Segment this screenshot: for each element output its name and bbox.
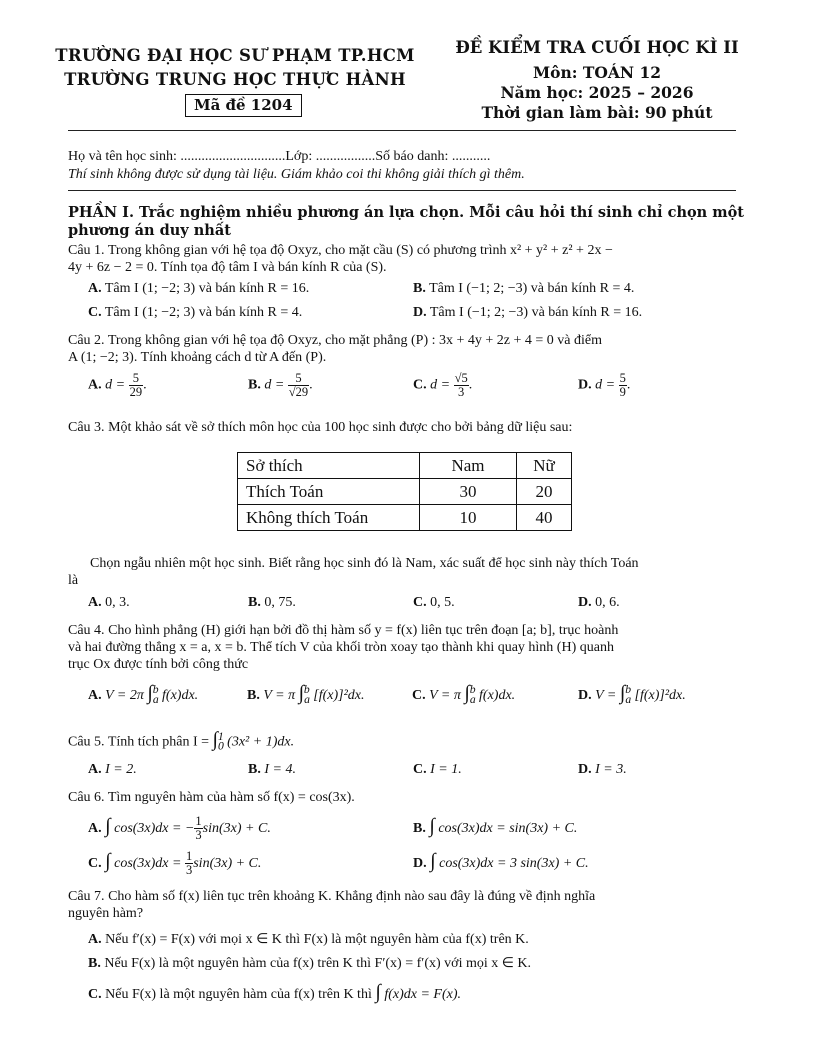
q6-text: Tìm nguyên hàm của hàm số f(x) = cos(3x). (107, 790, 355, 805)
q6-option-c[interactable]: C. ∫ cos(3x)dx = $\frac{1}{3}$ sin(3x) + C. (88, 849, 262, 878)
q3-question-1: Chọn ngẫu nhiên một học sinh. Biết rằng học sinh đó là Nam, xác suất để học sinh này thích Toán (90, 556, 639, 571)
q3-option-d[interactable]: D. 0, 6. (578, 595, 620, 610)
student-class-label: Lớp: ................. (285, 149, 376, 164)
section-title-2: phương án duy nhất (68, 222, 231, 239)
question-7 (68, 888, 743, 922)
question-6 (68, 789, 355, 806)
q4-option-a[interactable]: A. V = 2π $\int_a^b$ f(x)dx. (88, 682, 199, 706)
q2-option-d[interactable]: D. d = $\frac{5}{9}$ . (578, 371, 631, 399)
q4-label: Câu 4. (68, 623, 105, 638)
table-cell: Thích Toán (238, 479, 420, 505)
student-name-label: Họ và tên học sinh: .............................. (68, 149, 286, 164)
q7-text-2: nguyên hàm? (68, 906, 144, 921)
question-1 (68, 242, 743, 276)
exam-code-box: Mã đề 1204 (185, 94, 302, 117)
exam-time: Thời gian làm bài: 90 phút (481, 103, 713, 122)
table-cell: 40 (517, 505, 572, 531)
q7-label: Câu 7. (68, 889, 105, 904)
table-header-row (238, 453, 572, 479)
table-header-cell: Nữ (517, 453, 572, 479)
q5-option-d[interactable]: D. I = 3. (578, 762, 627, 777)
q4-text-1: Cho hình phẳng (H) giới hạn bởi đồ thị hàm số y = f(x) liên tục trên đoạn [a; b], trục hoành (108, 623, 619, 638)
integral-sign: ∫ (212, 728, 219, 751)
table-cell: 10 (420, 505, 517, 531)
table-cell: 20 (517, 479, 572, 505)
question-3 (68, 419, 743, 436)
q2-text-1: Trong không gian với hệ tọa độ Oxyz, cho mặt phẳng (P) : 3x + 4y + 2z + 4 = 0 và điểm (107, 333, 602, 348)
q2-option-b[interactable]: B. d = $\frac{5}{√29}$ . (248, 371, 313, 399)
q4-text-2: và hai đường thẳng x = a, x = b. Thể tích V của khối tròn xoay tạo thành khi quay hình (H) quanh (68, 640, 614, 655)
exam-subject: Môn: TOÁN 12 (532, 63, 662, 82)
exam-year: Năm học: 2025 – 2026 (500, 83, 694, 102)
q3-option-c[interactable]: C. 0, 5. (413, 595, 455, 610)
q7-option-a[interactable]: A. Nếu f′(x) = F(x) với mọi x ∈ K thì F(x) là một nguyên hàm của f(x) trên K. (88, 932, 529, 947)
q3-text: Một khảo sát về sở thích môn học của 100 học sinh được cho bởi bảng dữ liệu sau: (108, 420, 573, 435)
q3-option-a[interactable]: A. 0, 3. (88, 595, 130, 610)
q1-option-a[interactable]: A. Tâm I (1; −2; 3) và bán kính R = 16. (88, 281, 310, 296)
q4-option-d[interactable]: D. $V = \int_a^b$ [f(x)]²dx. (578, 682, 686, 706)
q1-option-b[interactable]: B. Tâm I (−1; 2; −3) và bán kính R = 4. (413, 281, 635, 296)
section-title: PHẦN I. Trắc nghiệm nhiều phương án lựa chọn. Mỗi câu hỏi thí sinh chỉ chọn một (68, 204, 744, 221)
header-divider (68, 130, 736, 131)
q2-label: Câu 2. (68, 333, 105, 348)
q4-option-b[interactable]: B. V = π $\int_a^b$ [f(x)]²dx. (247, 682, 365, 706)
q2-text-2: A (1; −2; 3). Tính khoảng cách d từ A đến (P). (68, 350, 327, 365)
q7-text-1: Cho hàm số f(x) liên tục trên khoảng K. Khẳng định nào sau đây là đúng về định nghĩa (108, 889, 596, 904)
table-cell: Không thích Toán (238, 505, 420, 531)
exam-note: Thí sinh không được sử dụng tài liệu. Giám khảo coi thi không giải thích gì thêm. (68, 167, 525, 182)
q3-option-b[interactable]: B. 0, 75. (248, 595, 296, 610)
q5-option-c[interactable]: C. I = 1. (413, 762, 462, 777)
student-info-line (68, 148, 738, 165)
q3-question-2: là (68, 573, 79, 588)
q1-text-1: Trong không gian với hệ tọa độ Oxyz, cho mặt cầu (S) có phương trình x² + y² + z² + 2x − (107, 243, 613, 258)
table-cell: 30 (420, 479, 517, 505)
q5-option-b[interactable]: B. I = 4. (248, 762, 296, 777)
q6-option-d[interactable]: D. ∫ cos(3x)dx = 3 sin(3x) + C. (413, 850, 589, 872)
q6-option-b[interactable]: B. ∫ cos(3x)dx = sin(3x) + C. (413, 815, 578, 837)
table-header-cell: Nam (420, 453, 517, 479)
q2-option-a[interactable]: A. d = $\frac{5}{29}$ . (88, 371, 147, 399)
table-row (238, 505, 572, 531)
table-row (238, 479, 572, 505)
q7-option-b[interactable]: B. Nếu F(x) là một nguyên hàm của f(x) trên K thì F′(x) = f′(x) với mọi x ∈ K. (88, 956, 532, 971)
q4-option-c[interactable]: C. V = π $\int_a^b$ f(x)dx. (412, 682, 516, 706)
q2-option-c[interactable]: C. d = $\frac{√5}{3}$ . (413, 371, 473, 399)
exam-title: ĐỀ KIỂM TRA CUỐI HỌC KÌ II (455, 38, 739, 57)
school-name-1: TRƯỜNG ĐẠI HỌC SƯ PHẠM TP.HCM (55, 46, 415, 65)
question-5: Câu 5. Tính tích phân $I = \int_0^1$ (3x² + 1)dx. (68, 728, 295, 753)
q1-label: Câu 1. (68, 243, 105, 258)
q5-label: Câu 5. (68, 734, 105, 750)
q1-text-2: 4y + 6z − 2 = 0. Tính tọa độ tâm I và bán kính R của (S). (68, 260, 387, 275)
q6-option-a[interactable]: A. ∫ cos(3x)dx = − $\frac{1}{3}$ sin(3x) + C. (88, 814, 271, 843)
info-divider (68, 190, 736, 191)
q5-option-a[interactable]: A. I = 2. (88, 762, 137, 777)
question-4 (68, 622, 743, 673)
q1-option-d[interactable]: D. Tâm I (−1; 2; −3) và bán kính R = 16. (413, 305, 643, 320)
table-header-cell: Sở thích (238, 453, 420, 479)
question-2 (68, 332, 743, 366)
q5-text: Tính tích phân I = (107, 734, 210, 750)
q4-text-3: trục Ox được tính bởi công thức (68, 657, 249, 672)
q6-label: Câu 6. (68, 790, 105, 805)
q7-option-c[interactable]: C. Nếu F(x) là một nguyên hàm của f(x) trên K thì ∫ f(x)dx = F(x). (88, 981, 462, 1003)
school-name-2: TRƯỜNG TRUNG HỌC THỰC HÀNH (64, 70, 406, 89)
q1-option-c[interactable]: C. Tâm I (1; −2; 3) và bán kính R = 4. (88, 305, 303, 320)
student-id-label: Số báo danh: ........... (375, 149, 491, 164)
survey-table (237, 452, 572, 531)
q3-label: Câu 3. (68, 420, 105, 435)
